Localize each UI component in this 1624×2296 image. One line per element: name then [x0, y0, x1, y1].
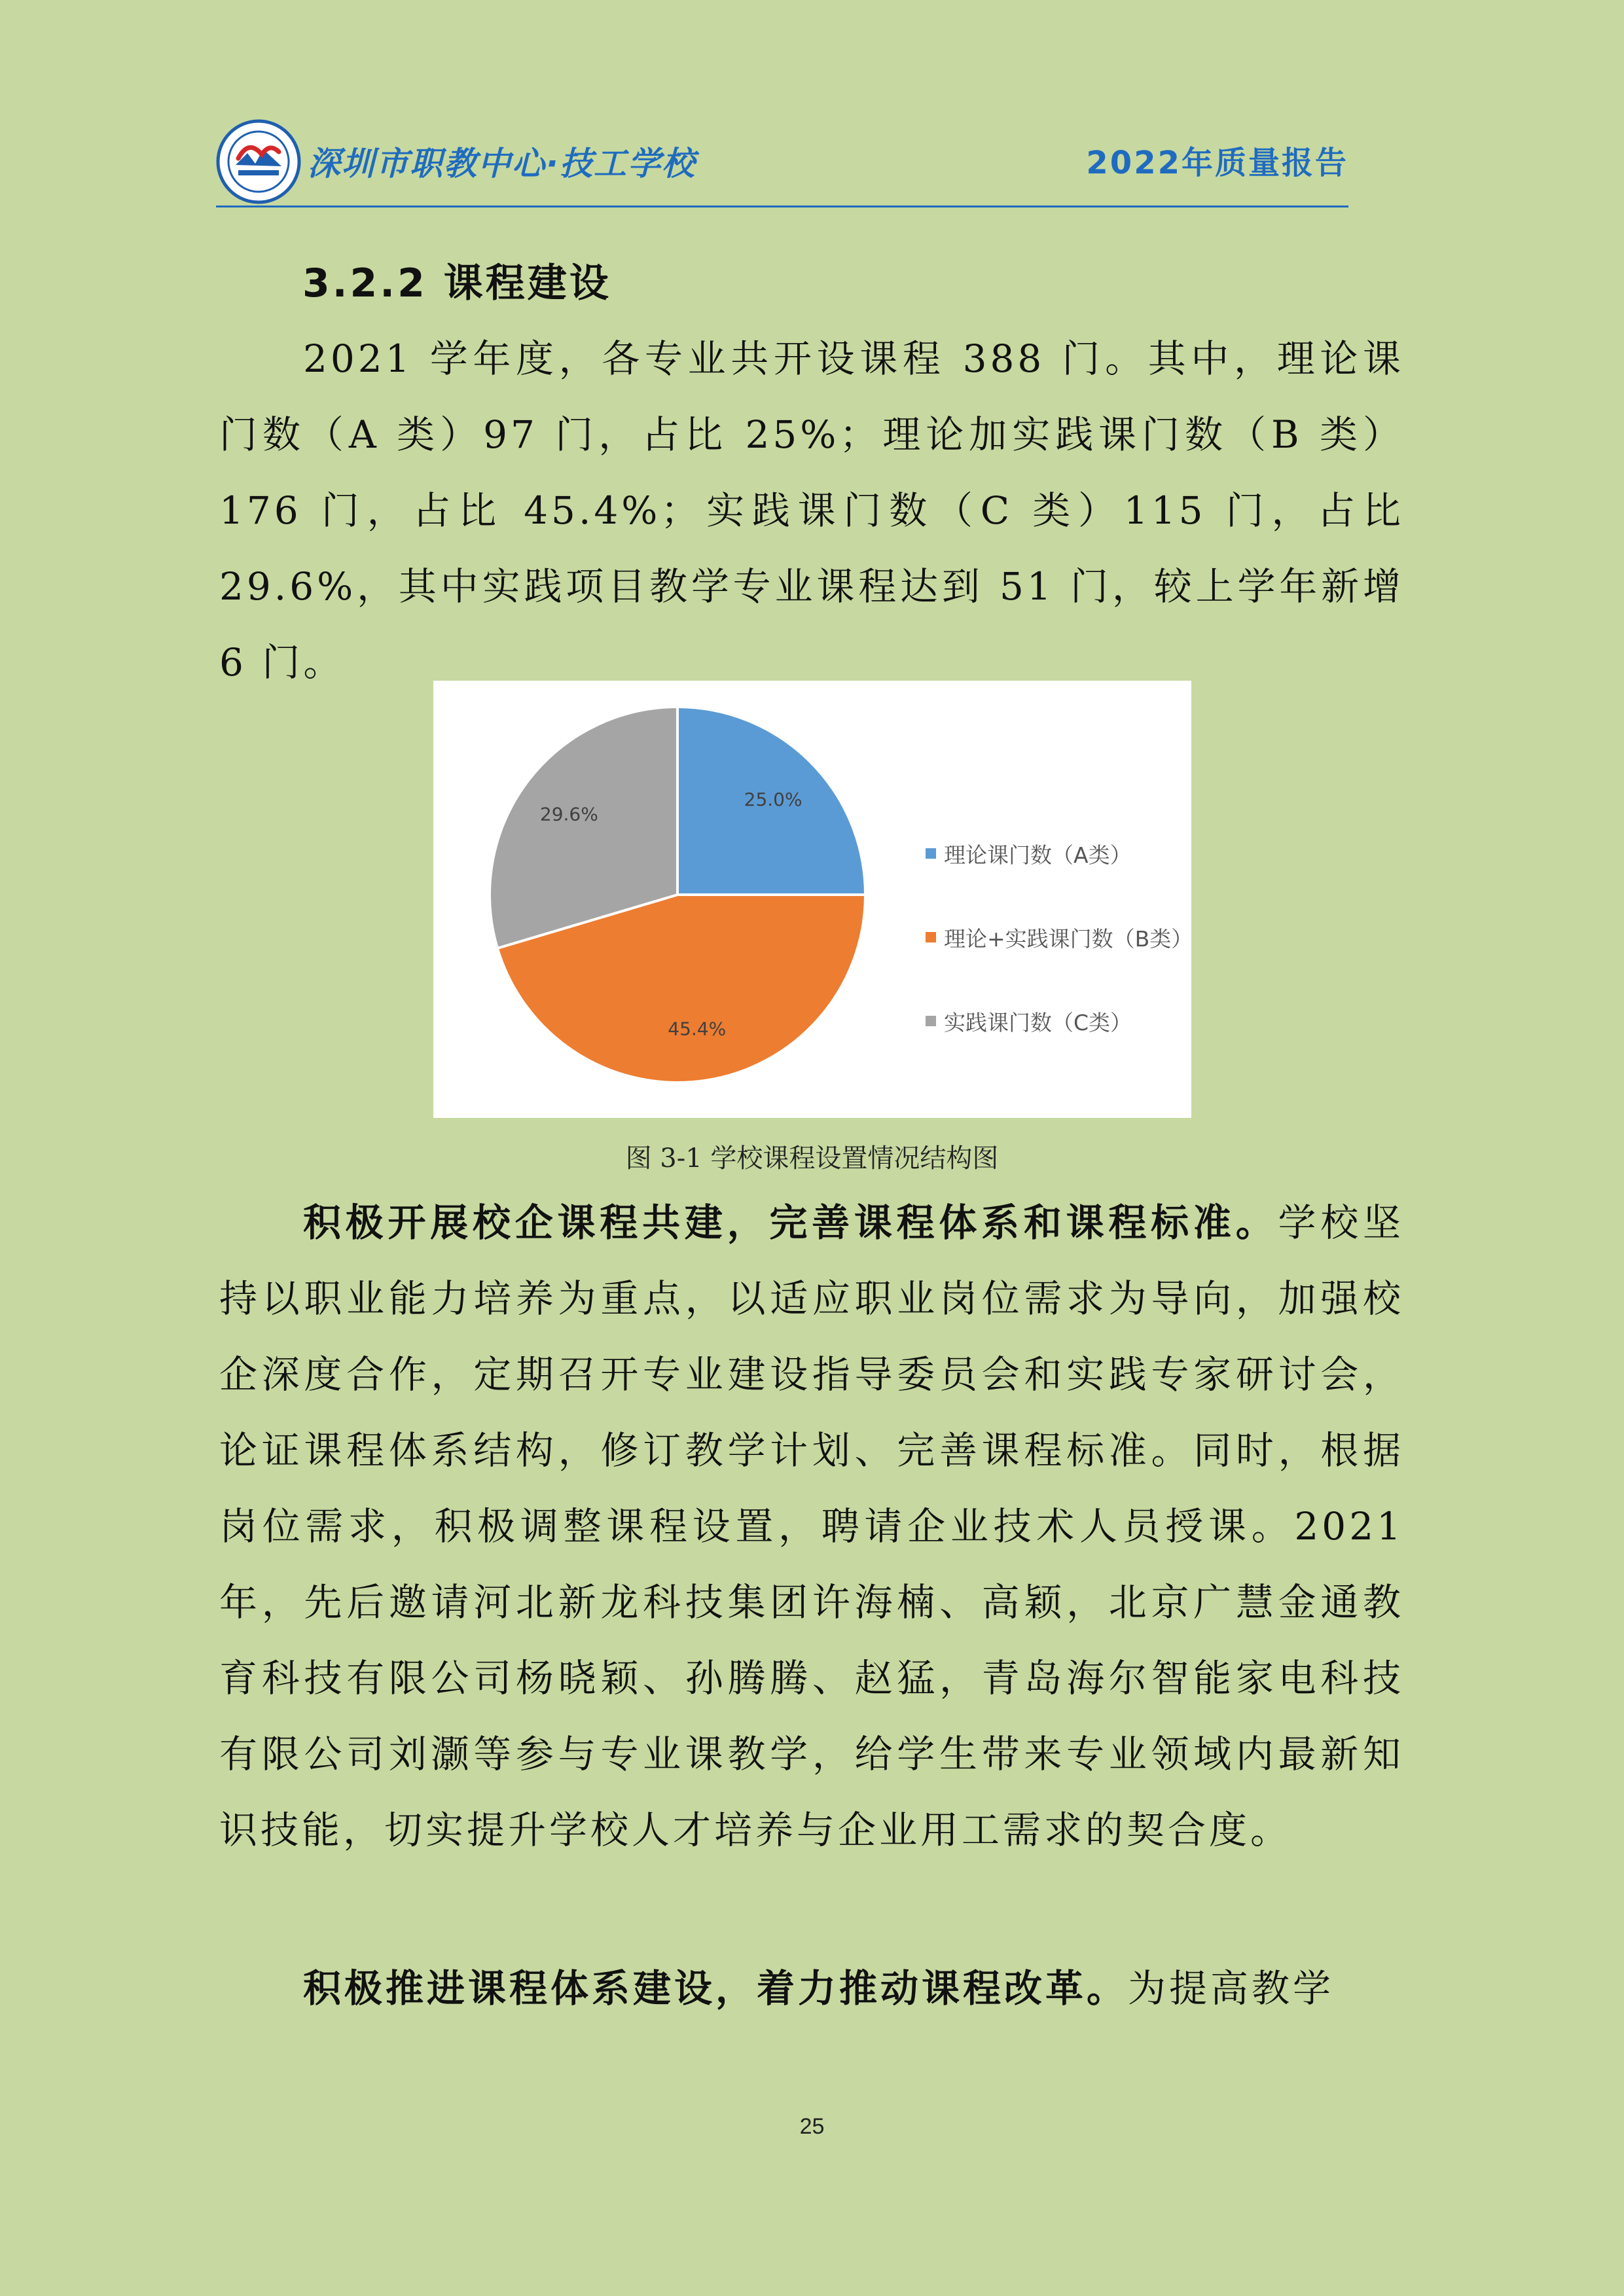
pie-label-a: 25.0%: [744, 788, 803, 810]
paragraph-cooperation: [219, 1185, 1404, 1868]
legend-label-a: 理论课门数（A类）: [944, 842, 1132, 868]
legend-label-c: 实践课门数（C类）: [944, 1009, 1132, 1035]
report-title: 2022年质量报告: [1086, 145, 1348, 181]
figure-caption: 图 3-1 学校课程设置情况结构图: [625, 1143, 999, 1174]
section-title: 3.2.2 课程建设: [302, 260, 611, 306]
page-number: 25: [799, 2114, 825, 2139]
paragraph-lead: 积极开展校企课程共建，完善课程体系和课程标准。: [303, 1200, 1278, 1245]
school-name: 深圳市职教中心·技工学校: [308, 145, 696, 183]
pie-label-b: 45.4%: [668, 1018, 727, 1040]
legend-swatch-a: [926, 848, 936, 859]
paragraph-lead: 积极推进课程体系建设，着力推动课程改革。: [303, 1966, 1128, 2011]
legend-item-c: [926, 979, 1193, 1063]
legend-swatch-b: [926, 932, 936, 942]
school-emblem-icon: [216, 119, 301, 204]
legend-item-a: [926, 812, 1193, 895]
legend-swatch-c: [926, 1016, 936, 1026]
legend-label-b: 理论+实践课门数（B类）: [944, 925, 1193, 952]
paragraph-reform: [219, 1950, 1404, 2026]
page-header: [216, 111, 1348, 209]
chart-legend: [926, 812, 1193, 1063]
pie-label-c: 29.6%: [539, 803, 598, 825]
paragraph-body: 学校坚持以职业能力培养为重点，以适应职业岗位需求为导向，加强校企深度合作，定期召开专业建设指导委员会和实践专家研讨会，论证课程体系结构，修订教学计划、完善课程标准。同时，根据岗位需求，积极调整课程设置，聘请企业技术人员授课。2021 年，先后邀请河北新龙科技集团许海楠、高颖，北京广慧金通教育科技有限公司杨晓颖、孙腾腾、赵猛，青岛海尔智能家电科技有限公司刘灏等参与专业课教学，给学生带来专业领域内最新知识技能，切实提升学校人才培养与企业用工需求的契合度。: [219, 1200, 1404, 1852]
paragraph-body: 为提高教学: [1128, 1966, 1335, 2011]
pie-chart: [433, 681, 1191, 1118]
legend-item-b: [926, 895, 1193, 979]
paragraph-course-stats: 2021 学年度，各专业共开设课程 388 门。其中，理论课门数（A 类）97 门，占比 25%；理论加实践课门数（B 类）176 门，占比 45.4%；实践课门数（C 类）115 门，占比 29.6%，其中实践项目教学专业课程达到 51 门，较上学年新增 6 门。: [219, 336, 1404, 685]
header-divider: [216, 206, 1348, 207]
